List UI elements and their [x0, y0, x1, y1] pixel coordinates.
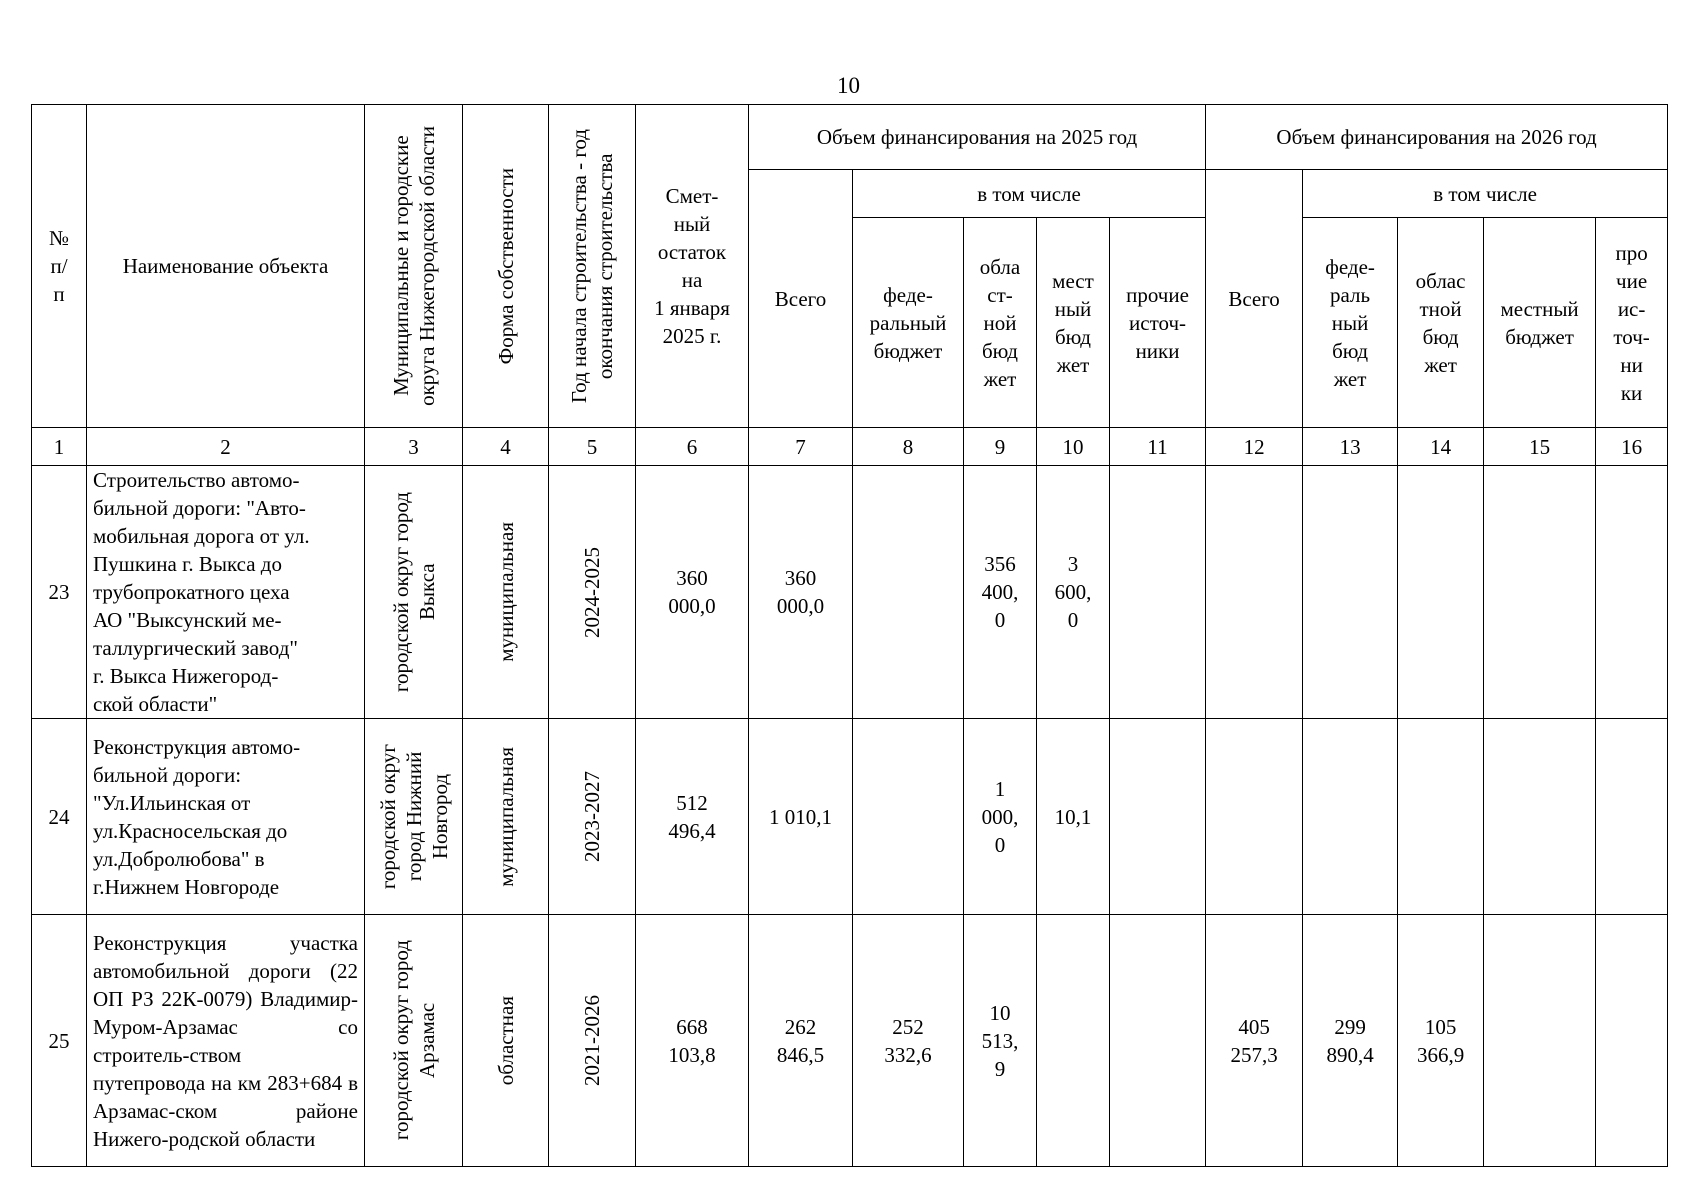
regional-2026: [1398, 466, 1484, 719]
header-years: [549, 105, 636, 428]
column-number-row: [32, 428, 1668, 466]
header-financing-2025: Объем финансирования на 2025 год: [749, 105, 1206, 170]
federal-2025: [853, 466, 964, 719]
years: 2024-2025: [580, 546, 604, 638]
header-other-2025: прочие источ- ники: [1110, 218, 1206, 428]
header-regional-2025: обла ст- ной бюд жет: [964, 218, 1037, 428]
column-number: 4: [463, 428, 549, 466]
total-2025: 1 010,1: [749, 719, 853, 915]
other-2025: [1110, 915, 1206, 1167]
other-2026: [1596, 719, 1668, 915]
header-years-text: Год начала строительства - год окончания строительства: [567, 128, 617, 404]
header-local-2026: местный бюджет: [1484, 218, 1596, 428]
row-number: 24: [32, 719, 87, 915]
total-2026: 405 257,3: [1206, 915, 1303, 1167]
ownership-cell: [463, 915, 549, 1167]
table-row: [32, 719, 1668, 915]
column-number: 15: [1484, 428, 1596, 466]
header-row-1: [32, 105, 1668, 170]
regional-2025: 356 400, 0: [964, 466, 1037, 719]
municipality: городской округ город Выкса: [388, 491, 439, 693]
municipality: городской округ город Нижний Новгород: [375, 743, 452, 890]
regional-2026: [1398, 719, 1484, 915]
table-row: [32, 915, 1668, 1167]
column-number: 16: [1596, 428, 1668, 466]
local-2025: 3 600, 0: [1037, 466, 1110, 719]
object-name: Строительство автомо- бильной дороги: "Авто- мобильная дорога от ул. Пушкина г. Выкса до трубопрокатного цеха АО "Выксунский ме- таллургический завод" г. Выкса Нижегород- ской области": [87, 466, 365, 719]
years: 2023-2027: [580, 771, 604, 862]
regional-2026: 105 366,9: [1398, 915, 1484, 1167]
total-2025: 360 000,0: [749, 466, 853, 719]
column-number: 11: [1110, 428, 1206, 466]
ownership: областная: [493, 995, 518, 1086]
other-2026: [1596, 915, 1668, 1167]
header-municipality-text: Муниципальные и городские округа Нижегородской области: [388, 126, 439, 406]
header-ownership: [463, 105, 549, 428]
years-cell: [549, 915, 636, 1167]
header-other-2026: про чие ис- точ- ни ки: [1596, 218, 1668, 428]
local-2026: [1484, 915, 1596, 1167]
regional-2025: 10 513, 9: [964, 915, 1037, 1167]
table-row: [32, 466, 1668, 719]
municipality-cell: [365, 719, 463, 915]
financing-table: [31, 104, 1668, 1167]
total-2026: [1206, 719, 1303, 915]
column-number: 8: [853, 428, 964, 466]
other-2025: [1110, 719, 1206, 915]
years-cell: [549, 719, 636, 915]
remainder: 512 496,4: [636, 719, 749, 915]
federal-2026: 299 890,4: [1303, 915, 1398, 1167]
regional-2025: 1 000, 0: [964, 719, 1037, 915]
column-number: 1: [32, 428, 87, 466]
header-object-name: Наименование объекта: [87, 105, 365, 428]
column-number: 5: [549, 428, 636, 466]
ownership-cell: [463, 719, 549, 915]
municipality-cell: [365, 915, 463, 1167]
municipality-cell: [365, 466, 463, 719]
column-number: 12: [1206, 428, 1303, 466]
ownership: муниципальная: [493, 746, 518, 887]
header-total-2025: Всего: [749, 170, 853, 428]
column-number: 2: [87, 428, 365, 466]
header-federal-2026: феде- раль ный бюд жет: [1303, 218, 1398, 428]
header-ownership-text: Форма собственности: [493, 167, 518, 365]
other-2025: [1110, 466, 1206, 719]
object-name: Реконструкция участка автомобильной дороги (22 ОП РЗ 22К-0079) Владимир-Муром-Арзамас со строитель-ством путепровода на км 283+684 в Арзамас-ском районе Нижего-родской области: [87, 915, 365, 1167]
column-number: 14: [1398, 428, 1484, 466]
local-2026: [1484, 719, 1596, 915]
header-municipality: [365, 105, 463, 428]
ownership: муниципальная: [493, 522, 518, 662]
row-number: 25: [32, 915, 87, 1167]
federal-2026: [1303, 466, 1398, 719]
local-2025: 10,1: [1037, 719, 1110, 915]
municipality: городской округ город Арзамас: [388, 940, 439, 1141]
column-number: 6: [636, 428, 749, 466]
row-number: 23: [32, 466, 87, 719]
header-num: № п/ п: [32, 105, 87, 428]
federal-2025: 252 332,6: [853, 915, 964, 1167]
header-regional-2026: облас тной бюд жет: [1398, 218, 1484, 428]
header-total-2026: Всего: [1206, 170, 1303, 428]
column-number: 13: [1303, 428, 1398, 466]
object-name: Реконструкция автомо- бильной дороги: "Ул.Ильинская от ул.Красносельская до ул.Добролюбова" в г.Нижнем Новгороде: [87, 719, 365, 915]
other-2026: [1596, 466, 1668, 719]
header-financing-2026: Объем финансирования на 2026 год: [1206, 105, 1668, 170]
column-number: 3: [365, 428, 463, 466]
header-remainder: Смет- ный остаток на 1 января 2025 г.: [636, 105, 749, 428]
local-2025: [1037, 915, 1110, 1167]
years: 2021-2026: [580, 995, 604, 1086]
remainder: 668 103,8: [636, 915, 749, 1167]
ownership-cell: [463, 466, 549, 719]
header-local-2025: мест ный бюд жет: [1037, 218, 1110, 428]
remainder: 360 000,0: [636, 466, 749, 719]
total-2026: [1206, 466, 1303, 719]
total-2025: 262 846,5: [749, 915, 853, 1167]
header-including-2025: в том числе: [853, 170, 1206, 218]
years-cell: [549, 466, 636, 719]
header-including-2026: в том числе: [1303, 170, 1668, 218]
column-number: 10: [1037, 428, 1110, 466]
federal-2026: [1303, 719, 1398, 915]
column-number: 7: [749, 428, 853, 466]
local-2026: [1484, 466, 1596, 719]
column-number: 9: [964, 428, 1037, 466]
header-federal-2025: феде- ральный бюджет: [853, 218, 964, 428]
federal-2025: [853, 719, 964, 915]
page-number: 10: [837, 73, 860, 98]
